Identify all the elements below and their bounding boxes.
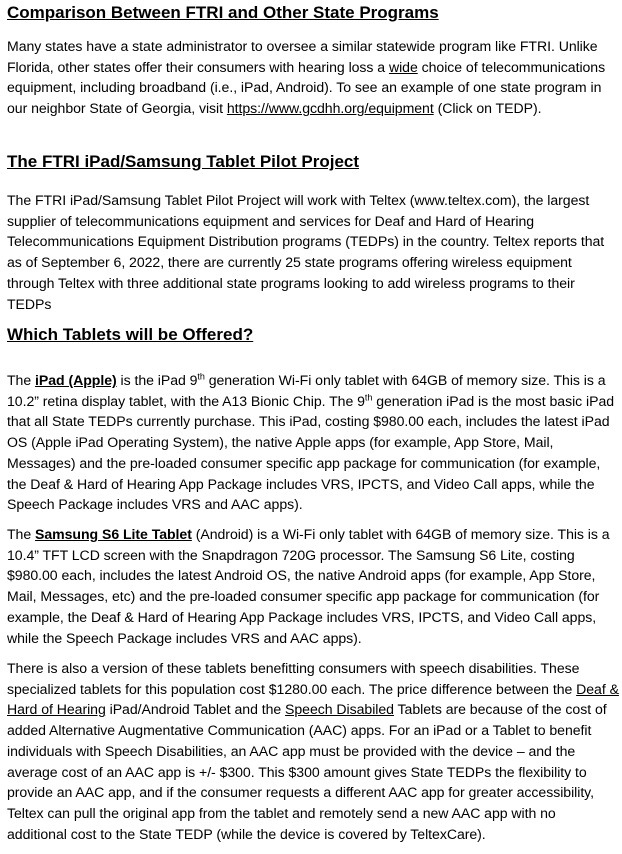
heading-comparison: Comparison Between FTRI and Other State Programs — [7, 3, 439, 22]
comparison-text-1: Many states have a state administrator to oversee a similar statewide program like FTRI. Unlike Florida, other states offer their consumers with hearing loss a — [7, 38, 598, 75]
speech-text-2: iPad/Android Tablet and the — [105, 701, 286, 718]
paragraph-speech-disabilities — [7, 658, 619, 844]
speech-text-3: Tablets are because of the cost of added Alternative Augmentative Communication (AAC) apps. For an iPad or a Tablet to benefit individuals with Speech Disabilities, an AAC app must be provided with the device – and the average cost of an AAC app is +/- $300. This $300 amount gives State TEDPs the flexibility to provide an AAC app, and if the consumer requests a different AAC app for greater accessibility, Teltex can pull the original app from the tablet and remotely send a new AAC app with no additional cost to the State TEDP (while the device is covered by TeltexCare). — [7, 701, 607, 842]
comparison-text-2: choice of telecommunications equipment, including broadband (i.e., iPad, Android). To see an example of one state program in our neighbor State of Georgia, visit — [7, 58, 606, 117]
heading-pilot-project: The FTRI iPad/Samsung Tablet Pilot Project — [7, 152, 360, 171]
gcdhh-equipment-link[interactable]: https://www.gcdhh.org/equipment — [226, 100, 434, 117]
paragraph-pilot-project: The FTRI iPad/Samsung Tablet Pilot Project will work with Teltex (www.teltex.com), the largest supplier of telecommunications equipment and services for Deaf and Hard of Hearing Telecommunications Equipment Distribution programs (TEDPs) in the country. Teltex reports that as of September 6, 2022, there are currently 25 state programs offering wireless equipment through Teltex with three additional state programs looking to add wireless programs to their TEDPs — [7, 192, 605, 312]
speech-underline-speech-disabled: Speech Disabiled — [285, 701, 394, 718]
paragraph-samsung — [7, 524, 619, 648]
heading-tablets-offered: Which Tablets will be Offered? — [7, 325, 254, 344]
ipad-text-3: generation Wi-Fi only tablet with 64GB of memory size. This is a 10.2” retina display tablet, with the A13 Bionic Chip. The 9 — [7, 372, 606, 409]
samsung-text-1: The — [7, 526, 36, 542]
samsung-product-name: Samsung S6 Lite Tablet — [35, 526, 192, 542]
speech-underline-deaf-hoh: Deaf & Hard of Hearing — [7, 680, 619, 718]
ipad-text-1: The — [7, 372, 36, 388]
comparison-emphasis-wide: wide — [388, 58, 418, 75]
ipad-text-4: generation iPad is the most basic iPad that all State TEDPs currently purchase. This iPad, costing $980.00 each, includes the latest iPad OS (Apple iPad Operating System), the native Apple apps (for example, App Store, Mail, Messages) and the pre-loaded consumer specific app package for communication (for example, the Deaf & Hard of Hearing App Package includes VRS, IPCTS, and Video Call apps, while the Speech Package includes VRS and AAC apps). — [7, 392, 615, 513]
ipad-superscript-2: th — [364, 392, 373, 403]
ipad-product-name: iPad (Apple) — [35, 372, 117, 388]
paragraph-ipad — [7, 370, 619, 515]
speech-text-1: There is also a version of these tablets benefitting consumers with speech disabilities. These specialized tablets for this population cost $1280.00 each. The price difference between the — [7, 660, 580, 697]
comparison-text-3: (Click on TEDP). — [433, 100, 542, 117]
ipad-superscript-1: th — [197, 371, 205, 382]
ipad-text-2: is the iPad 9 — [116, 372, 198, 388]
samsung-text-2: (Android) is a Wi-Fi only tablet with 64GB of memory size. This is a 10.4” TFT LCD screen with the Snapdragon 720G processor. The Samsung S6 Lite, costing $980.00 each, includes the latest Android OS, the native Android apps (for example, App Store, Mail, Messages, etc) and the pre-loaded consumer specific app package for communication (for example, the Deaf & Hard of Hearing App Package includes VRS, IPCTS, and Video Call apps, while the Speech Package includes VRS and AAC apps). — [7, 526, 610, 646]
paragraph-comparison — [7, 36, 619, 119]
